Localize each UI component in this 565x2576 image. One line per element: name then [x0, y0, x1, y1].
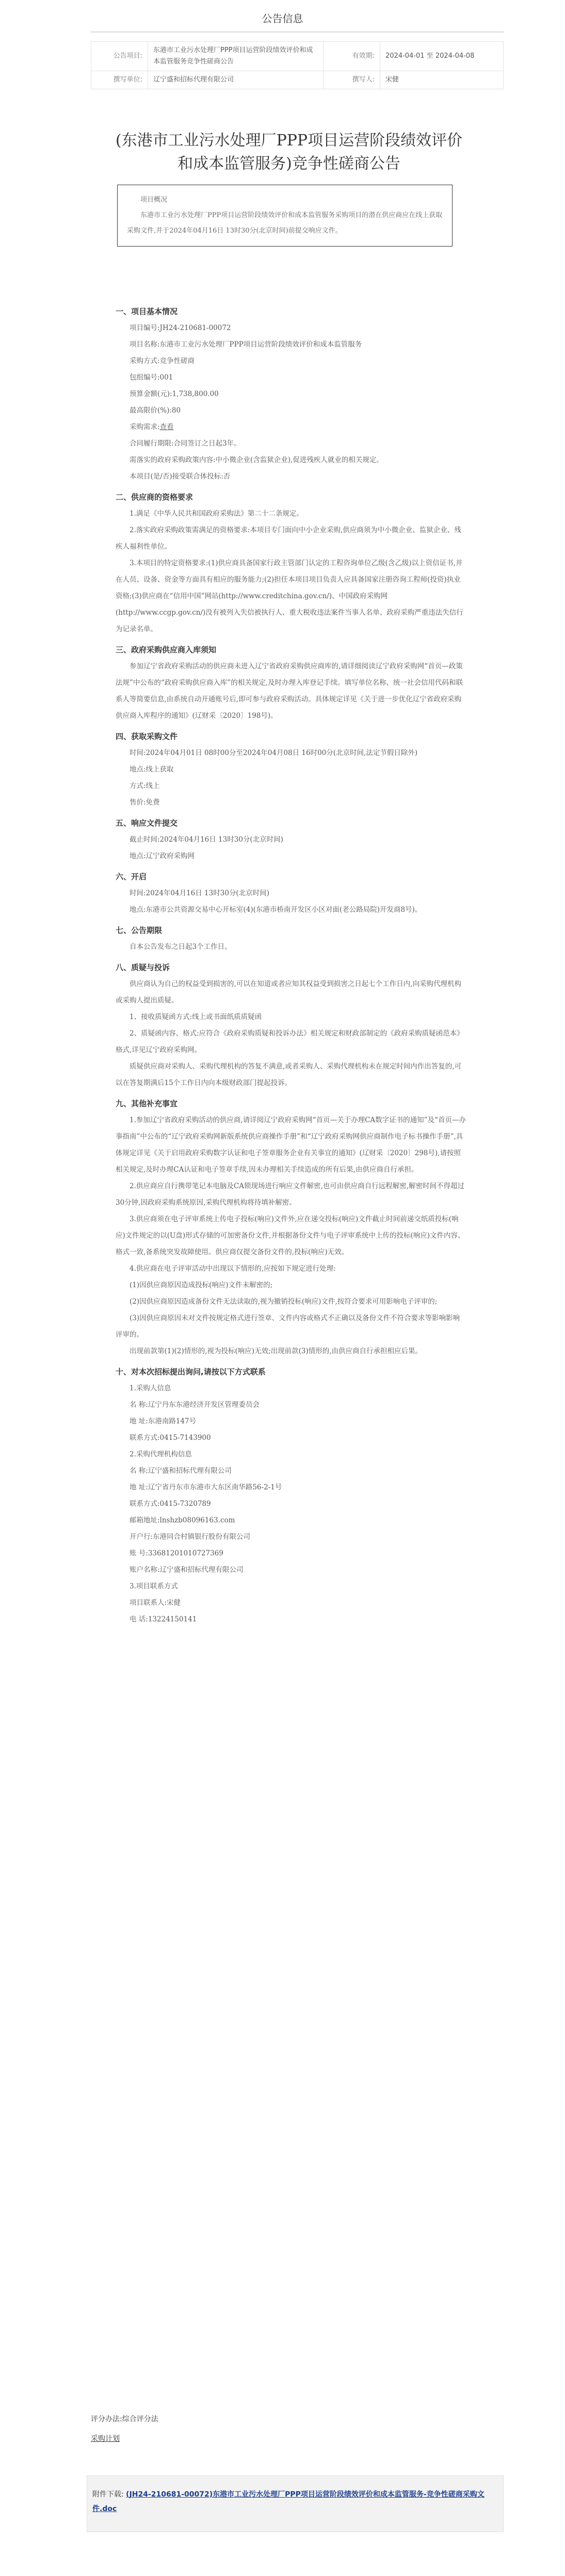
section-paragraph: 2.供应商应自行携带笔记本电脑及CA锁现场进行响应文件解密,也可由供应商自行远程解密,解密时间不得超过30分钟,因政府采购系统原因,采购代理机构将待填补解密。	[116, 1182, 465, 1207]
section-paragraph: 3.项目联系方式	[130, 1582, 178, 1590]
section-paragraph: 2.落实政府采购政策需满足的资格要求:本项目专门面向中小企业采购,供应商须为中小微企业、监狱企业、残疾人福利性单位。	[116, 526, 461, 551]
summary-heading: 项目概况	[140, 196, 168, 204]
section-paragraph: 时间:2024年04月16日 13时30分(北京时间)	[130, 889, 269, 897]
section-paragraph: (2)因供应商原因造成备份文件无法读取的,视为撤销投标(响应)文件,按符合要求可用影响电子评审的;	[130, 1298, 438, 1306]
section-paragraph: 2.采购代理机构信息	[130, 1450, 192, 1458]
section-paragraph: 地 址:辽宁省丹东市东港市大东区南华路56-2-1号	[130, 1483, 282, 1491]
section-paragraph: 账户名称:辽宁盛和招标代理有限公司	[130, 1566, 244, 1574]
summary-text: 东港市工业污水处理厂PPP项目运营阶段绩效评价和成本监管服务采购项目的潜在供应商应在线上获取采购文件,并于2024年04月16日 13时30分(北京时间)前提交响应文件。	[127, 211, 443, 235]
section-paragraph: 合同履行期限:合同签订之日起3年。	[130, 439, 241, 448]
meta-author-label: 撰写人:	[324, 71, 380, 89]
section-paragraph: 联系方式:0415-7320789	[130, 1500, 211, 1508]
section-paragraph: 联系方式:0415-7143900	[130, 1434, 211, 1442]
section-paragraph: (3)因供应商原因未对文件按规定格式进行签章、文件内容或格式不正确以及备份文件不符合要求等影响影响评审的。	[116, 1314, 460, 1339]
section-heading: 一、项目基本情况	[116, 307, 178, 316]
page-header-title: 公告信息	[262, 12, 303, 25]
section-paragraph: 项目联系人:宋健	[130, 1599, 181, 1607]
section-paragraph: 地 址:东港南路147号	[130, 1417, 197, 1425]
meta-project-value: 东港市工业污水处理厂PPP项目运营阶段绩效评价和成本监管服务竞争性磋商公告	[148, 42, 324, 71]
scoring-method: 评分办法:综合评分法	[91, 2415, 158, 2423]
section-heading: 四、获取采购文件	[116, 732, 178, 741]
section-heading: 二、供应商的资格要求	[116, 493, 193, 502]
meta-author-value: 宋健	[380, 71, 504, 89]
section-paragraph: 最高限价(%):80	[130, 406, 181, 415]
section-paragraph: 需落实的政府采购政策内容:中小微企业(含监狱企业),促进残疾人就业的相关规定。	[130, 456, 383, 464]
meta-publisher-value: 辽宁盛和招标代理有限公司	[148, 71, 324, 89]
section-paragraph: 1.参加辽宁省政府采购活动的供应商,请详阅辽宁政府采购网“首页—关于办理CA数字证书的通知”及“首页—办事指南”中公布的“辽宁政府采购网新版系统供应商操作手册”和“辽宁政府采购网供应商制作电子标书操作手册”,具体规定详见《关于启用政府采购数字认证和电子签章服务企业有关事宜的通知》(辽财采〔2020〕298号),请按照相关规定,及时办理CA认证和电子签章手续,因未办理相关手续造成的所有后果,由供应商自行承担。	[116, 1116, 466, 1174]
section-paragraph: 3.供应商须在电子评审系统上传电子投标(响应)文件外,应在递交投标(响应)文件截止时间前递交纸质投标(响应)文件规定的以(U盘)形式存储的可加密备份文件,并根据备份文件与电子评审系统中上传的投标(响应)文件内容、格式一致,备系统突发故障使用。供应商仅提交备份文件的,投标(响应)无效。	[116, 1215, 465, 1256]
meta-row-project	[91, 42, 504, 71]
section-paragraph: (1)因供应商原因造成投标(响应)文件未解密的;	[130, 1281, 273, 1289]
section-paragraph: 1.满足《中华人民共和国政府采购法》第二十二条规定。	[130, 510, 303, 518]
section-paragraph: 出现前款第(1)(2)情形的,视为投标(响应)无效;出现前款(3)情形的,由供应商自行承担相应后果。	[130, 1347, 423, 1355]
attachment-label: 附件下载:	[92, 2490, 124, 2499]
section-paragraph: 供应商认为自己的权益受到损害的,可以在知道或者应知其权益受到损害之日起七个工作日内,向采购代理机构或采购人提出质疑。	[116, 980, 462, 1005]
section-heading: 九、其他补充事宜	[116, 1099, 178, 1108]
attachment-box	[87, 2475, 504, 2532]
section-paragraph: 包组编号:001	[130, 373, 173, 382]
section-paragraph: 名 称:辽宁盛和招标代理有限公司	[130, 1467, 232, 1475]
section-paragraph: 参加辽宁省政府采购活动的供应商未进入辽宁省政府采购供应商库的,请详细阅读辽宁政府采购网“首页—政策法规”中公布的“政府采购供应商入库”的相关规定,及时办理入库登记手续。填写单位名称、统一社会信用代码和联系人等简要信息,由系统自动开通账号后,即可参与政府采购活动。具体规定详见《关于进一步优化辽宁省政府采购供应商入库程序的通知》(辽财采〔2020〕198号)。	[116, 662, 463, 720]
section-heading: 十、对本次招标提出询问,请按以下方式联系	[116, 1367, 266, 1376]
section-paragraph: 1.采购人信息	[130, 1384, 171, 1392]
section-paragraph: 名 称:辽宁丹东东港经济开发区管理委员会	[130, 1401, 260, 1409]
related-plan-link[interactable]: 采购计划	[91, 2435, 120, 2443]
section-paragraph: 开户行:东港同合村镇银行股份有限公司	[130, 1533, 251, 1541]
section-paragraph: 项目名称:东港市工业污水处理厂PPP项目运营阶段绩效评价和成本监管服务	[130, 340, 362, 349]
meta-validity-value: 2024-04-01 至 2024-04-08	[380, 42, 504, 71]
header-divider	[91, 31, 504, 32]
section-paragraph: 采购方式:竞争性磋商	[130, 357, 195, 365]
announcement-body	[116, 299, 466, 1628]
meta-project-label: 公告项目:	[91, 42, 148, 71]
section-paragraph: 预算金额(元):1,738,800.00	[130, 390, 219, 398]
section-paragraph: 地点:东港市公共资源交易中心开标室(4)(东港市桥南开发区小区对面(老公路局院)开发商8号)。	[130, 906, 422, 914]
section-paragraph: 电 话:13224150141	[130, 1615, 197, 1623]
section-heading: 三、政府采购供应商入库须知	[116, 645, 217, 654]
section-paragraph: 时间:2024年04月01日 08时00分至2024年04月08日 16时00分(北京时间,法定节假日除外)	[130, 749, 418, 757]
section-heading: 五、响应文件提交	[116, 818, 178, 828]
project-summary-box	[117, 185, 453, 247]
section-paragraph: 地点:辽宁政府采购网	[130, 852, 195, 860]
section-paragraph: 截止时间:2024年04月16日 13时30分(北京时间)	[130, 835, 283, 844]
section-paragraph: 质疑供应商对采购人、采购代理机构的答复不满意,或者采购人、采购代理机构未在规定时间内作出答复的,可以在答复期满后15个工作日内向本级财政部门提起投诉。	[116, 1062, 462, 1087]
meta-row-publisher	[91, 71, 504, 89]
meta-validity-label: 有效期:	[324, 42, 380, 71]
section-paragraph: 1、接收质疑函方式:线上或书面纸质质疑函	[130, 1013, 262, 1021]
announcement-meta-table	[91, 41, 504, 89]
section-heading: 六、开启	[116, 872, 147, 881]
section-paragraph: 账 号:33681201010727369	[130, 1549, 223, 1557]
attachment-download-link[interactable]: (JH24-210681-00072)东港市工业污水处理厂PPP项目运营阶段绩效评价和成本监管服务-竞争性磋商采购文件.doc	[92, 2490, 485, 2513]
section-paragraph: 2、质疑函内容、格式:应符合《政府采购质疑和投诉办法》相关规定和财政部制定的《政府采购质疑函范本》格式,详见辽宁政府采购网。	[116, 1029, 464, 1054]
document-title: (东港市工业污水处理厂PPP项目运营阶段绩效评价和成本监管服务)竞争性磋商公告	[115, 132, 463, 173]
section-heading: 八、质疑与投诉	[116, 963, 170, 972]
section-heading: 七、公告期限	[116, 926, 163, 935]
section-paragraph: 售价:免费	[130, 798, 160, 807]
section-paragraph: 地点:线上获取	[130, 765, 174, 774]
section-paragraph: 方式:线上	[130, 782, 160, 790]
section-paragraph: 采购需求:查看	[130, 423, 174, 431]
section-paragraph: 本项目(是/否)接受联合体投标:否	[130, 472, 231, 481]
view-requirements-link[interactable]: 查看	[159, 423, 174, 431]
section-paragraph: 自本公告发布之日起3个工作日。	[130, 943, 232, 951]
section-paragraph: 4.供应商在电子评审活动中出现以下情形的,应按如下规定进行处理:	[130, 1265, 336, 1273]
section-paragraph: 邮箱地址:lnshzb08096163.com	[130, 1516, 235, 1524]
section-paragraph: 3.本项目的特定资格要求:(1)供应商具备国家行政主管部门认定的工程咨询单位乙级(含乙级)以上资信证书,并在人员、设备、资金等方面具有相应的服务能力;(2)担任本项目项目负责人应具备国家注册咨询工程师(投资)执业资格;(3)供应商在“信用中国”网站(http://www.creditchina.gov.cn/)、中国政府采购网(http://www.ccgp.gov.cn/)没有被列入失信被执行人、重大税收违法案件当事人名单、政府采购严重违法失信行为记录名单。	[116, 559, 463, 633]
footer-links	[91, 2409, 158, 2449]
section-paragraph: 项目编号:JH24-210681-00072	[130, 324, 231, 332]
meta-publisher-label: 撰写单位:	[91, 71, 148, 89]
